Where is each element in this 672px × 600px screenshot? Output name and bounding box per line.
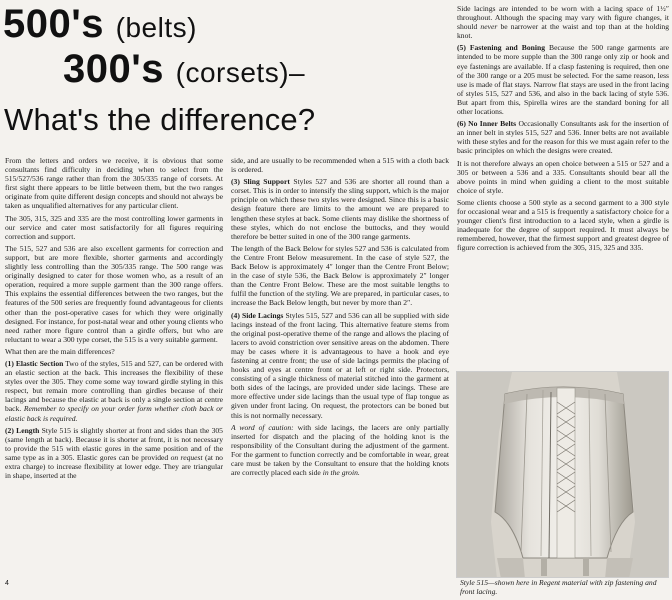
- section-elastic-text: Two of the styles, 515 and 527, can be ordered with an elastic section at the back. This increases the flexibility of these styles over the 305. They come some way toward girdle styling in this respect, but remain more controlling than girdles because of their lacings and because the elastic at back is only a single section at centre back.: [5, 358, 223, 414]
- col1-paragraph-3: The 515, 527 and 536 are also excellent garments for correction and support, but are more flexible, shorter garments and accordingly slightly less controlling than the 305/335 range. The 500 range was originally designed to cater for those women who, as a result of an operation, required a more supple garment than the 300 range offers. This explains the essential differences between the two ranges, but the features of the 500 series are frequently found advantageous for clients other than the post-operative cases for which they were originally designed. For instance, for post-natal wear and other young clients who need rather more figure control than a girdle offers, but who are reluctant to wear a 300 type corset, the 515 is a very suitable garment.: [5, 243, 223, 344]
- heading-500s-big: 500's: [3, 2, 104, 46]
- section-elastic: [5, 359, 223, 423]
- col1-paragraph-2: The 305, 315, 325 and 335 are the most controlling lower garments in our service and cater most satisfactorily for all figures requiring correction and support.: [5, 213, 223, 241]
- photo-caption: Style 515—shown here in Regent material with zip fastening and front lacing.: [460, 578, 657, 596]
- section-inner-belts-title: (6) No Inner Belts: [457, 119, 517, 129]
- column-2: [231, 156, 449, 586]
- section-side-lacings: [231, 311, 449, 420]
- section-sling: [231, 177, 449, 241]
- col1-paragraph-1: From the letters and orders we receive, it is obvious that some consultants find difficulty in deciding when to select from the 515/527/536 range rather than from the 305/335 range of corsets. At first sight there appears to be little between them, but the two ranges originate from quite different design concepts and should not always be taken as unqualified alternatives for any particular client.: [5, 156, 223, 211]
- section-side-lacings-title: (4) Side Lacings: [231, 310, 284, 320]
- section-inner-belts: [457, 119, 669, 155]
- section-elastic-note: Remember to specify on your order form whether cloth back or elastic back is required.: [5, 404, 223, 423]
- page-number: 4: [5, 580, 9, 587]
- col2-paragraph-2: The length of the Back Below for styles 527 and 536 is calculated from the Centre Front Below measurement. In the case of style 527, the Back Below is approximately 4″ longer than the Centre Front Below; in the case of style 536, the Back Below is approximately 2″ longer than the Centre Front Below. These are the most suitable lengths to fulfil the function of the styling. We are prepared, in particular cases, to increase the Back Below length, but never by more than 2″.: [231, 243, 449, 308]
- caution-paragraph: [231, 423, 449, 478]
- section-sling-title: (3) Sling Support: [231, 177, 290, 187]
- section-length-title: (2) Length: [5, 425, 40, 435]
- section-length-text-b: (at no extra charge) to increase flexibility at lower edge. They are triangular in shape, inserted at the: [5, 452, 223, 481]
- section-length-italic: on request: [170, 452, 203, 462]
- corset-illustration: [457, 372, 669, 578]
- section-length-text-a: Style 515 is slightly shorter at front and sides than the 305 (same length at back). Because it is shorter at front, it is not necessary to provide the 515 with elastic gores in the same position and of the same type as in a 305. Elastic gores can be provided: [5, 425, 223, 462]
- col3-paragraph-3: Some clients choose a 500 style as a second garment to a 300 style for occasional wear and a 515 is frequently a satisfactory choice for a younger client's first introduction to a laced style, when a girdle is inadequate for the degree of support required. It must always be remembered, however, that the firmest support and greatest degree of figure correction is achieved from the 305, 315, 325 and 335.: [457, 197, 669, 253]
- col3-paragraph-1: [457, 4, 669, 40]
- section-length: [5, 426, 223, 481]
- heading-500s: [3, 2, 197, 47]
- heading-300s: [63, 47, 305, 92]
- section-fastening: [457, 43, 669, 116]
- caution-label: A word of caution:: [231, 422, 294, 432]
- heading-300s-small: (corsets)–: [175, 57, 306, 88]
- col3-p1-text: Side lacings are intended to be worn with a lacing space of 1½″ throughout. Although the spacing may vary with figure changes, it should: [457, 4, 669, 32]
- heading-300s-big: 300's: [63, 47, 164, 91]
- corset-photo: [456, 371, 669, 578]
- column-3: [457, 4, 669, 369]
- section-fastening-text: Because the 500 range garments are intended to be more supple than the 300 range only zip or hook and eye fastenings are available. If a clasp fastening is required, then one of the 300 range or a 205 must be selected. For the same reason, less use is made of flat stays. Narrow flat stays are used in the front lacing of styles 515, 527 and 536, and also in the back lacing of style 536. But apart from this, Spirella wires are the standard boning for all other locations.: [457, 43, 669, 117]
- col3-paragraph-2: It is not therefore always an open choice between a 515 or 527 and a 305 or between a 536 and a 335. Consultants should bear all the above points in mind when guiding a client to the most suitable choice of style.: [457, 158, 669, 195]
- col3-p1-text-b: be narrower at the waist and top than at the holding knot.: [457, 22, 669, 41]
- heading-difference: What's the difference?: [4, 102, 316, 137]
- heading-500s-small: (belts): [115, 12, 197, 43]
- section-fastening-title: (5) Fastening and Boning: [457, 43, 545, 53]
- section-sling-text: Styles 527 and 536 are shorter all round than a corset. This is in order to intensify the sling support, which is the major principle on which these two styles were designed. Since this is a basic design feature there are limits to the amount we are prepared to lengthen these styles at back. Some clients may dislike the shortness of these styles, which do not enclose the buttocks, and they would therefore be better suited in one of the 300 range garments.: [231, 177, 449, 241]
- section-elastic-title: (1) Elastic Section: [5, 358, 64, 368]
- section-inner-belts-text: Occasionally Consultants ask for the insertion of an inner belt in styles 515, 527 and 536. Inner belts are not available with these styles and for the reason for this we must again refer to the basic principles on which the designs were created.: [457, 119, 669, 156]
- col3-p1-italic: never: [480, 22, 498, 32]
- caution-text-a: with side lacings, the lacers are only partially inserted for dispatch and the placing of the holding knot is the responsibility of the Consultant during the adjustment of the garment. For the garment to function correctly and be comfortable in wear, great care must be taken by the Consultant to ensure that the holding knots are correctly placed each side: [231, 422, 449, 478]
- col1-paragraph-4: What then are the main differences?: [5, 346, 115, 356]
- section-side-lacings-text: Styles 515, 527 and 536 can all be supplied with side lacings instead of the front lacing. This alternative feature stems from the original post-operative theme of the range and allows the placing of lacers to avoid constriction over sensitive areas on the abdomen. There may be cases where it is advantageous to have a hook and eye fastening at centre front; the use of side lacings permits the placing of hooks and eyes at centre front or at left or right side. Protectors, consisting of a single thickness of material stitched into the garment at both sides of the lacings, are provided under side lacings. These are more effective under side lacings than the usual type of flap tongue as given under front lacing. On request, the protectors can be boned but this is not normally necessary.: [231, 310, 449, 420]
- col2-paragraph-1: side, and are usually to be recommended when a 515 with a cloth back is ordered.: [231, 156, 449, 175]
- column-1: [5, 156, 223, 586]
- caution-italic-end: in the groin.: [322, 468, 360, 478]
